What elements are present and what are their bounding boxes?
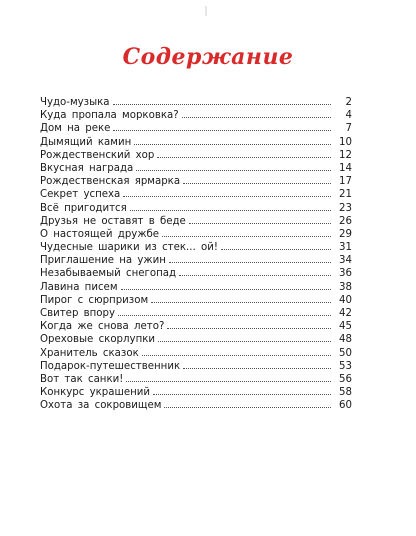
toc-dot-leader [123,196,331,197]
toc-entry-page-number: 17 [339,176,352,188]
toc-entry-title: Охота за сокровищем [40,400,162,412]
toc-entry-page-number: 29 [339,228,352,240]
toc-entry [40,228,352,241]
toc-entry-title: Конкурс украшений [40,387,150,399]
toc-entry-page-number: 10 [339,136,352,148]
toc-dot-leader [113,130,331,131]
toc-entry-title: Дымящий камин [40,136,132,148]
toc-entry [40,294,352,307]
toc-entry-title: Чудесные шарики из стек... ой! [40,242,218,254]
toc-dot-leader [189,223,331,224]
toc-entry-page-number: 58 [339,387,352,399]
toc-dot-leader [130,210,331,211]
toc-entry-page-number: 7 [345,123,352,135]
toc-entry [40,267,352,280]
toc-entry-page-number: 21 [339,189,352,201]
toc-entry [40,333,352,346]
toc-entry [40,109,352,122]
toc-dot-leader [151,302,331,303]
toc-entry [40,360,352,373]
toc-entry-title: Чудо-музыка [40,97,110,108]
toc-dot-leader [136,170,331,171]
toc-entry-page-number: 60 [339,400,352,412]
page-fold-mark [205,6,207,16]
toc-entry-page-number: 2 [345,97,352,108]
toc-entry [40,386,352,399]
toc-entry-page-number: 4 [345,110,352,122]
toc-entry-title: Вот так санки! [40,373,124,385]
toc-entry-page-number: 45 [339,321,352,333]
toc-dot-leader [121,289,331,290]
page-title: Содержание [122,44,294,70]
toc-entry [40,399,352,412]
toc-dot-leader [167,328,331,329]
toc-dot-leader [183,183,331,184]
toc-entry-page-number: 12 [339,149,352,161]
toc-entry [40,149,352,162]
toc-dot-leader [134,144,331,145]
toc-entry [40,281,352,294]
toc-dot-leader [221,249,331,250]
toc-entry [40,254,352,267]
toc-entry-title: Лавина писем [40,281,118,293]
toc-entry-page-number: 34 [339,255,352,267]
toc-entry-title: Пирог с сюрпризом [40,294,149,306]
toc-dot-leader [179,275,331,276]
toc-entry [40,202,352,215]
toc-entry-title: Друзья не оставят в беде [40,215,186,227]
toc-entry [40,175,352,188]
toc-entry [40,373,352,386]
toc-entry-title: Вкусная награда [40,162,134,174]
toc-entry-page-number: 36 [339,268,352,280]
toc-entry-page-number: 48 [339,334,352,346]
toc-entry [40,215,352,228]
toc-entry [40,320,352,333]
toc-entry-title: Ореховые скорлупки [40,334,155,346]
toc-entry-page-number: 42 [339,308,352,319]
toc-dot-leader [157,157,331,158]
toc-entry [40,307,352,320]
toc-entry-title: Когда же снова лето? [40,321,165,333]
toc-dot-leader [113,104,331,105]
toc-entry-title: Дом на реке [40,123,111,135]
toc-entry-page-number: 38 [339,281,352,293]
toc-entry-title: Куда пропала морковка? [40,110,179,122]
toc-dot-leader [142,355,331,356]
toc-entry [40,136,352,149]
toc-entry-page-number: 14 [339,162,352,174]
toc-dot-leader [126,381,331,382]
toc-dot-leader [153,394,331,395]
toc-dot-leader [162,236,331,237]
toc-entry-title: Свитер впору [40,308,116,319]
toc-entry-title: Рождественская ярмарка [40,176,181,188]
toc-entry [40,188,352,201]
toc-entry-title: О настоящей дружбе [40,228,160,240]
toc-entry-title: Секрет успеха [40,189,121,201]
toc-entry-page-number: 26 [339,215,352,227]
toc-entry-title: Рождественский хор [40,149,155,161]
table-of-contents [40,96,352,413]
toc-entry-title: Подарок-путешественник [40,360,181,372]
toc-entry-page-number: 40 [339,294,352,306]
toc-entry-title: Приглашение на ужин [40,255,166,267]
toc-dot-leader [182,117,331,118]
toc-entry [40,96,352,109]
toc-entry-page-number: 23 [339,202,352,214]
toc-entry-page-number: 31 [339,242,352,254]
toc-entry-title: Всё пригодится [40,202,127,214]
toc-entry [40,122,352,135]
toc-entry-title: Незабываемый снегопад [40,268,177,280]
toc-dot-leader [169,262,331,263]
toc-entry [40,162,352,175]
toc-entry-page-number: 50 [339,347,352,359]
toc-entry-page-number: 56 [339,373,352,385]
toc-dot-leader [164,407,331,408]
toc-entry [40,347,352,360]
toc-entry [40,241,352,254]
toc-dot-leader [183,368,331,369]
toc-dot-leader [118,315,331,316]
toc-entry-title: Хранитель сказок [40,347,139,359]
toc-entry-page-number: 53 [339,360,352,372]
toc-dot-leader [158,341,331,342]
